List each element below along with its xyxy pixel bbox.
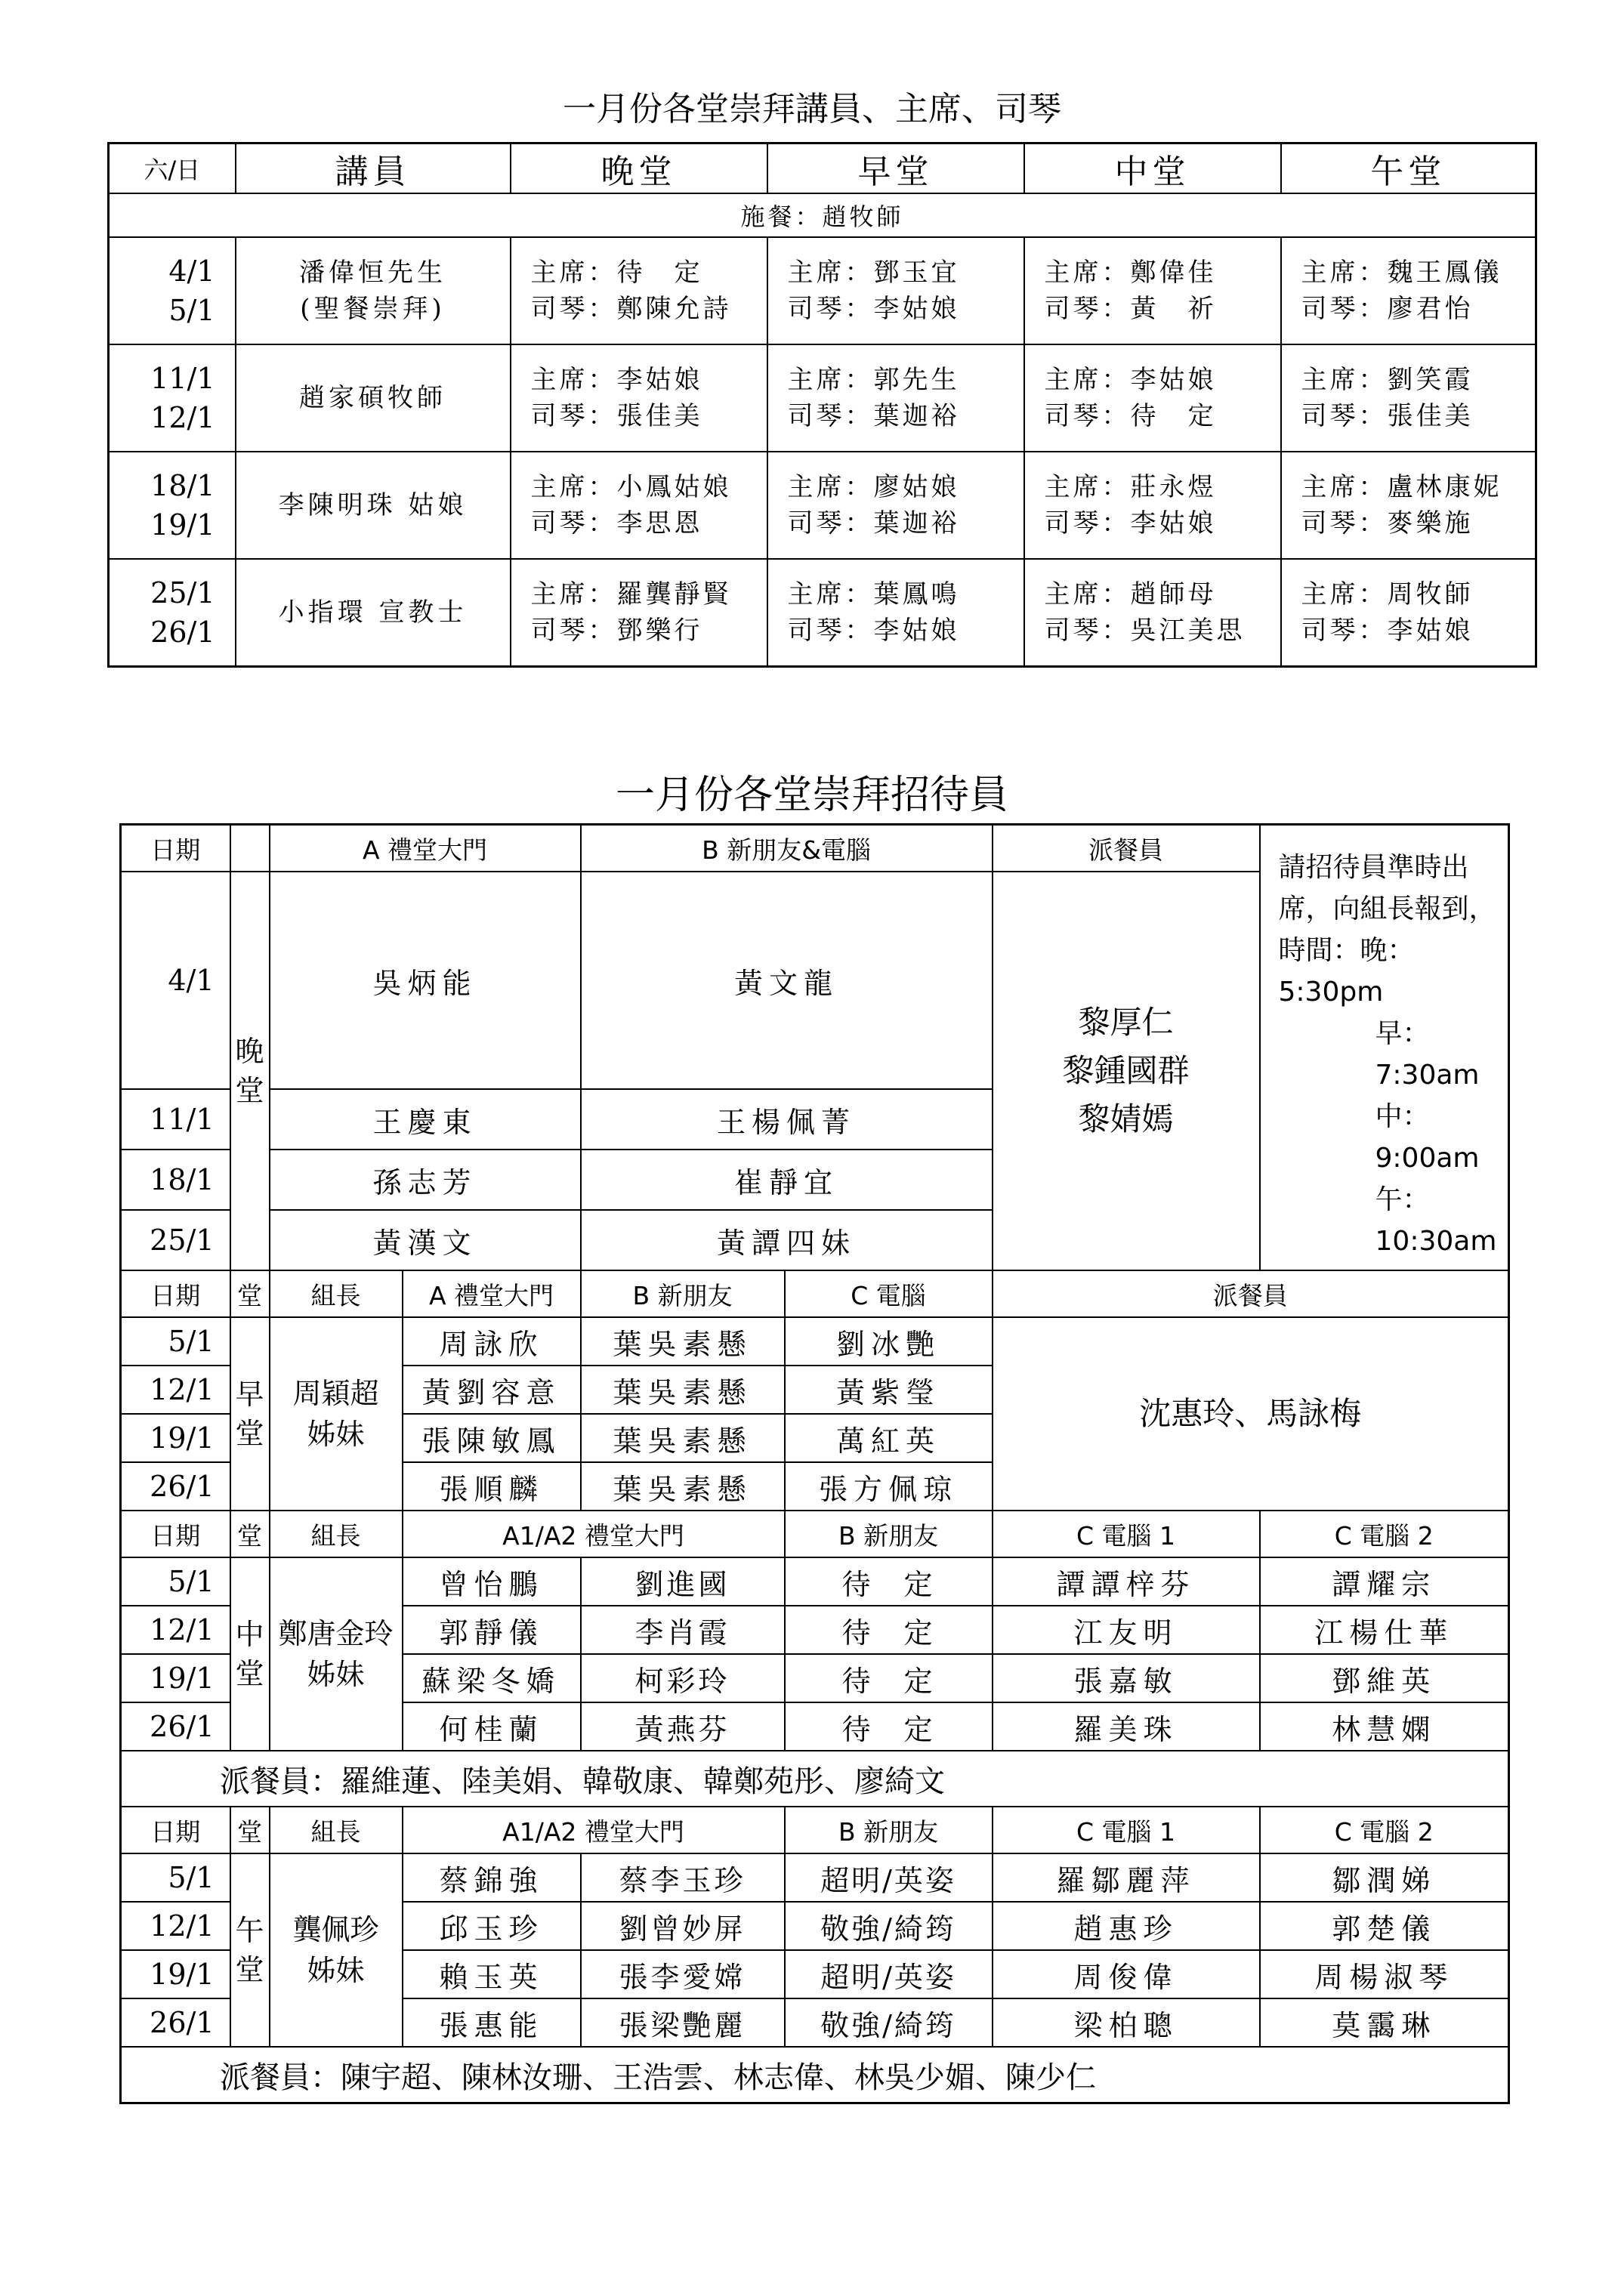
week-row [109, 344, 1536, 452]
slot-line: 司琴：廖君怡 [1301, 294, 1474, 324]
tang-char: 晚 [235, 1035, 264, 1068]
slot-line: 主席：廖姑娘 [787, 472, 960, 502]
usher-c: 張方佩琼 [785, 1462, 993, 1511]
afternoon-header-leader: 組長 [270, 1807, 403, 1853]
tang-evening [230, 872, 270, 1270]
feeding-note: 施餐：趙牧師 [109, 193, 1536, 237]
speaker-cell [236, 344, 511, 452]
service-slot [767, 559, 1024, 667]
noon-leader [270, 1557, 403, 1751]
afternoon-header-c1: C 電腦 1 [993, 1807, 1260, 1853]
evening-header-blank [230, 825, 270, 872]
usher-a2: 劉曾妙屏 [581, 1902, 785, 1950]
leader-line: 鄭唐金玲 [278, 1617, 394, 1650]
usher-a1: 曾怡鵬 [403, 1557, 581, 1606]
usher-c1: 周俊偉 [993, 1950, 1260, 1998]
afternoon-row [121, 1853, 1509, 1902]
week-row [109, 559, 1536, 667]
usher-b: 葉吳素懸 [581, 1366, 785, 1414]
slot-line: 司琴：李姑娘 [1301, 616, 1474, 646]
usher-a1: 賴玉英 [403, 1950, 581, 1998]
service-slot [1281, 237, 1536, 344]
slot-line: 主席：周牧師 [1301, 579, 1474, 610]
morning-header-c: C 電腦 [785, 1270, 993, 1317]
tang-char: 堂 [235, 1417, 264, 1450]
service-slot [1281, 452, 1536, 559]
row-date: 11/1 [121, 1089, 230, 1150]
header-date: 六/日 [109, 144, 236, 194]
usher-a1: 邱玉珍 [403, 1902, 581, 1950]
service-slot [1024, 559, 1281, 667]
dispatch-name: 黎鍾國群 [1062, 1052, 1190, 1089]
usher-b: 黃譚四妹 [581, 1210, 993, 1270]
morning-dispatch: 沈惠玲、馬詠梅 [993, 1317, 1509, 1511]
morning-header-date: 日期 [121, 1270, 230, 1317]
morning-header-dispatch: 派餐員 [993, 1270, 1509, 1317]
usher-a1: 郭靜儀 [403, 1606, 581, 1654]
preacher-table-header [109, 144, 1536, 194]
speaker-name: 潘偉恒先生 [299, 258, 446, 288]
row-date: 12/1 [121, 1366, 230, 1414]
service-slot [511, 344, 767, 452]
usher-c2: 莫靄琳 [1260, 1998, 1509, 2047]
slot-line: 司琴：張佳美 [1301, 401, 1474, 431]
evening-header [121, 825, 1509, 872]
slot-line: 主席：魏王鳳儀 [1301, 258, 1502, 288]
slot-line: 主席：小鳳姑娘 [530, 472, 732, 502]
morning-header-tang: 堂 [230, 1270, 270, 1317]
evening-header-a: A 禮堂大門 [270, 825, 581, 872]
week-date: 12/1 [150, 401, 215, 434]
slot-line: 司琴：張佳美 [530, 401, 703, 431]
speaker-name: 小指環 宣教士 [278, 597, 468, 628]
usher-table [119, 823, 1510, 2104]
usher-a: 王慶東 [270, 1089, 581, 1150]
service-slot [767, 344, 1024, 452]
usher-a: 張陳敏鳳 [403, 1414, 581, 1462]
morning-leader [270, 1317, 403, 1511]
usher-c: 劉冰艷 [785, 1317, 993, 1366]
noon-header-a: A1/A2 禮堂大門 [403, 1511, 785, 1557]
slot-line: 司琴：待 定 [1044, 401, 1217, 431]
tang-char: 早 [235, 1378, 264, 1411]
slot-line: 主席：劉笑霞 [1301, 365, 1474, 395]
usher-a: 黃劉容意 [403, 1366, 581, 1414]
usher-c2: 譚耀宗 [1260, 1557, 1509, 1606]
slot-line: 主席：鄭偉佳 [1044, 258, 1217, 288]
noon-header-leader: 組長 [270, 1511, 403, 1557]
speaker-cell [236, 559, 511, 667]
usher-b: 敬強/綺筠 [785, 1902, 993, 1950]
usher-a: 孫志芳 [270, 1150, 581, 1210]
afternoon-dispatch-row [121, 2047, 1509, 2103]
service-slot [1024, 237, 1281, 344]
row-date: 19/1 [121, 1950, 230, 1998]
usher-c1: 羅鄒麗萍 [993, 1853, 1260, 1902]
usher-a2: 劉進國 [581, 1557, 785, 1606]
note-line: 請招待員準時出 [1278, 852, 1469, 883]
slot-line: 主席：待 定 [530, 258, 703, 288]
usher-a: 黃漢文 [270, 1210, 581, 1270]
usher-a: 周詠欣 [403, 1317, 581, 1366]
speaker-cell [236, 237, 511, 344]
speaker-name: 趙家碩牧師 [299, 383, 446, 413]
usher-b: 葉吳素懸 [581, 1462, 785, 1511]
tang-char: 午 [235, 1914, 264, 1947]
week-dates [109, 452, 236, 559]
usher-c2: 林慧嫻 [1260, 1702, 1509, 1751]
slot-line: 司琴：李姑娘 [1044, 508, 1217, 539]
slot-line: 司琴：鄧樂行 [530, 616, 703, 646]
slot-line: 主席：葉鳳鳴 [787, 579, 960, 610]
week-date: 26/1 [150, 616, 215, 649]
slot-line: 主席：趙師母 [1044, 579, 1217, 610]
usher-a2: 柯彩玲 [581, 1654, 785, 1702]
week-date: 5/1 [168, 294, 215, 327]
tang-morning [230, 1317, 270, 1511]
row-date: 19/1 [121, 1654, 230, 1702]
note-line: 席，向組長報到， [1278, 893, 1496, 924]
note-line: 午：10:30am [1375, 1184, 1497, 1257]
slot-line: 司琴：李姑娘 [787, 294, 960, 324]
slot-line: 司琴：鄭陳允詩 [530, 294, 732, 324]
noon-header [121, 1511, 1509, 1557]
slot-line: 司琴：黃 祈 [1044, 294, 1217, 324]
usher-c2: 鄧維英 [1260, 1654, 1509, 1702]
preacher-table [107, 142, 1537, 668]
noon-header-c1: C 電腦 1 [993, 1511, 1260, 1557]
leader-line: 周穎超 [292, 1377, 379, 1410]
tang-char: 堂 [235, 1953, 264, 1986]
evening-header-dispatch: 派餐員 [993, 825, 1260, 872]
leader-line: 姊妹 [307, 1658, 365, 1691]
service-slot [511, 452, 767, 559]
slot-line: 司琴：李姑娘 [787, 616, 960, 646]
usher-a1: 蔡錦強 [403, 1853, 581, 1902]
morning-header-leader: 組長 [270, 1270, 403, 1317]
tang-char: 堂 [235, 1074, 264, 1107]
week-row [109, 452, 1536, 559]
tang-char: 中 [235, 1618, 264, 1651]
tang-noon [230, 1557, 270, 1751]
usher-b: 王楊佩菁 [581, 1089, 993, 1150]
evening-header-date: 日期 [121, 825, 230, 872]
usher-a2: 李肖霞 [581, 1606, 785, 1654]
row-date: 12/1 [121, 1902, 230, 1950]
note-line: 早：7:30am [1375, 1018, 1480, 1091]
speaker-name: (聖餐崇拜) [300, 294, 446, 324]
row-date: 19/1 [121, 1414, 230, 1462]
usher-b: 敬強/綺筠 [785, 1998, 993, 2047]
usher-b: 待 定 [785, 1557, 993, 1606]
usher-c1: 譚譚梓芬 [993, 1557, 1260, 1606]
noon-dispatch-row [121, 1751, 1509, 1807]
usher-b: 超明/英姿 [785, 1950, 993, 1998]
leader-line: 龔佩珍 [292, 1913, 379, 1946]
usher-c1: 梁柏聰 [993, 1998, 1260, 2047]
week-date: 4/1 [168, 255, 215, 288]
row-date: 26/1 [121, 1998, 230, 2047]
dispatch-name: 黎婧嫣 [1078, 1100, 1174, 1137]
morning-row [121, 1317, 1509, 1366]
row-date: 5/1 [121, 1853, 230, 1902]
week-dates [109, 344, 236, 452]
noon-row [121, 1557, 1509, 1606]
row-date: 5/1 [121, 1317, 230, 1366]
usher-c2: 江楊仕華 [1260, 1606, 1509, 1654]
evening-dispatch [993, 872, 1260, 1270]
afternoon-header-b: B 新朋友 [785, 1807, 993, 1853]
usher-c1: 羅美珠 [993, 1702, 1260, 1751]
week-date: 19/1 [150, 508, 215, 542]
slot-line: 主席：盧林康妮 [1301, 472, 1502, 502]
usher-b: 葉吳素懸 [581, 1414, 785, 1462]
usher-c1: 張嘉敏 [993, 1654, 1260, 1702]
afternoon-header [121, 1807, 1509, 1853]
usher-b: 超明/英姿 [785, 1853, 993, 1902]
header-morning: 早堂 [767, 144, 1024, 194]
row-date: 26/1 [121, 1702, 230, 1751]
afternoon-header-c2: C 電腦 2 [1260, 1807, 1509, 1853]
usher-table-title: 一月份各堂崇拜招待員 [615, 773, 1008, 818]
week-row [109, 237, 1536, 344]
note-line: 中：9:00am [1375, 1101, 1480, 1174]
noon-dispatch: 派餐員：羅維蓮、陸美娟、韓敬康、韓鄭苑彤、廖綺文 [121, 1751, 1509, 1807]
week-dates [109, 237, 236, 344]
usher-b: 待 定 [785, 1606, 993, 1654]
usher-a: 張順麟 [403, 1462, 581, 1511]
usher-c: 黃紫瑩 [785, 1366, 993, 1414]
service-slot [1024, 344, 1281, 452]
row-date: 12/1 [121, 1606, 230, 1654]
afternoon-header-a: A1/A2 禮堂大門 [403, 1807, 785, 1853]
slot-line: 主席：李姑娘 [530, 365, 703, 395]
note-line: 時間：晚：5:30pm [1278, 935, 1415, 1008]
usher-c2: 周楊淑琴 [1260, 1950, 1509, 1998]
usher-b: 崔靜宜 [581, 1150, 993, 1210]
slot-line: 司琴：吳江美思 [1044, 616, 1246, 646]
usher-c2: 鄒潤娣 [1260, 1853, 1509, 1902]
row-date: 18/1 [121, 1150, 230, 1210]
usher-b: 待 定 [785, 1702, 993, 1751]
leader-line: 姊妹 [307, 1954, 365, 1987]
tang-char: 堂 [235, 1657, 264, 1690]
slot-line: 主席：郭先生 [787, 365, 960, 395]
week-date: 18/1 [150, 469, 215, 502]
slot-line: 主席：羅龔靜賢 [530, 579, 732, 610]
usher-b: 黃文龍 [581, 872, 993, 1089]
slot-line: 主席：莊永煜 [1044, 472, 1217, 502]
usher-a: 吳炳能 [270, 872, 581, 1089]
service-slot [511, 559, 767, 667]
usher-b: 待 定 [785, 1654, 993, 1702]
row-date: 25/1 [121, 1210, 230, 1270]
week-dates [109, 559, 236, 667]
noon-header-b: B 新朋友 [785, 1511, 993, 1557]
noon-header-c2: C 電腦 2 [1260, 1511, 1509, 1557]
header-speaker: 講員 [236, 144, 511, 194]
usher-c2: 郭楚儀 [1260, 1902, 1509, 1950]
service-slot [1281, 344, 1536, 452]
service-slot [1281, 559, 1536, 667]
usher-c1: 江友明 [993, 1606, 1260, 1654]
slot-line: 司琴：葉迦裕 [787, 401, 960, 431]
service-slot [767, 452, 1024, 559]
usher-a1: 張惠能 [403, 1998, 581, 2047]
week-date: 25/1 [150, 576, 215, 610]
morning-header-a: A 禮堂大門 [403, 1270, 581, 1317]
speaker-cell [236, 452, 511, 559]
leader-line: 姊妹 [307, 1418, 365, 1451]
slot-line: 主席：李姑娘 [1044, 365, 1217, 395]
row-date: 26/1 [121, 1462, 230, 1511]
reporting-note [1260, 825, 1509, 1271]
evening-header-b: B 新朋友&電腦 [581, 825, 993, 872]
header-afternoon: 午堂 [1281, 144, 1536, 194]
afternoon-header-tang: 堂 [230, 1807, 270, 1853]
usher-c: 萬紅英 [785, 1414, 993, 1462]
usher-a2: 張梁艷麗 [581, 1998, 785, 2047]
speaker-name: 李陳明珠 姑娘 [278, 490, 468, 520]
afternoon-leader [270, 1853, 403, 2047]
noon-header-date: 日期 [121, 1511, 230, 1557]
afternoon-header-date: 日期 [121, 1807, 230, 1853]
header-noon: 中堂 [1024, 144, 1281, 194]
dispatch-name: 黎厚仁 [1078, 1004, 1174, 1041]
week-date: 11/1 [150, 362, 215, 395]
morning-header-b: B 新朋友 [581, 1270, 785, 1317]
slot-line: 主席：鄧玉宜 [787, 258, 960, 288]
slot-line: 司琴：麥樂施 [1301, 508, 1474, 539]
preacher-table-title: 一月份各堂崇拜講員、主席、司琴 [563, 90, 1061, 128]
service-slot [511, 237, 767, 344]
header-evening: 晚堂 [511, 144, 767, 194]
usher-a2: 張李愛嫦 [581, 1950, 785, 1998]
tang-afternoon [230, 1853, 270, 2047]
usher-c1: 趙惠珍 [993, 1902, 1260, 1950]
usher-b: 葉吳素懸 [581, 1317, 785, 1366]
row-date: 5/1 [121, 1557, 230, 1606]
noon-header-tang: 堂 [230, 1511, 270, 1557]
usher-a2: 黃燕芬 [581, 1702, 785, 1751]
morning-header [121, 1270, 1509, 1317]
slot-line: 司琴：李思恩 [530, 508, 703, 539]
usher-a2: 蔡李玉珍 [581, 1853, 785, 1902]
usher-a1: 蘇梁冬嬌 [403, 1654, 581, 1702]
slot-line: 司琴：葉迦裕 [787, 508, 960, 539]
service-slot [767, 237, 1024, 344]
afternoon-dispatch: 派餐員：陳宇超、陳林汝珊、王浩雲、林志偉、林吳少媚、陳少仁 [121, 2047, 1509, 2103]
usher-a1: 何桂蘭 [403, 1702, 581, 1751]
service-slot [1024, 452, 1281, 559]
row-date: 4/1 [121, 872, 230, 1089]
